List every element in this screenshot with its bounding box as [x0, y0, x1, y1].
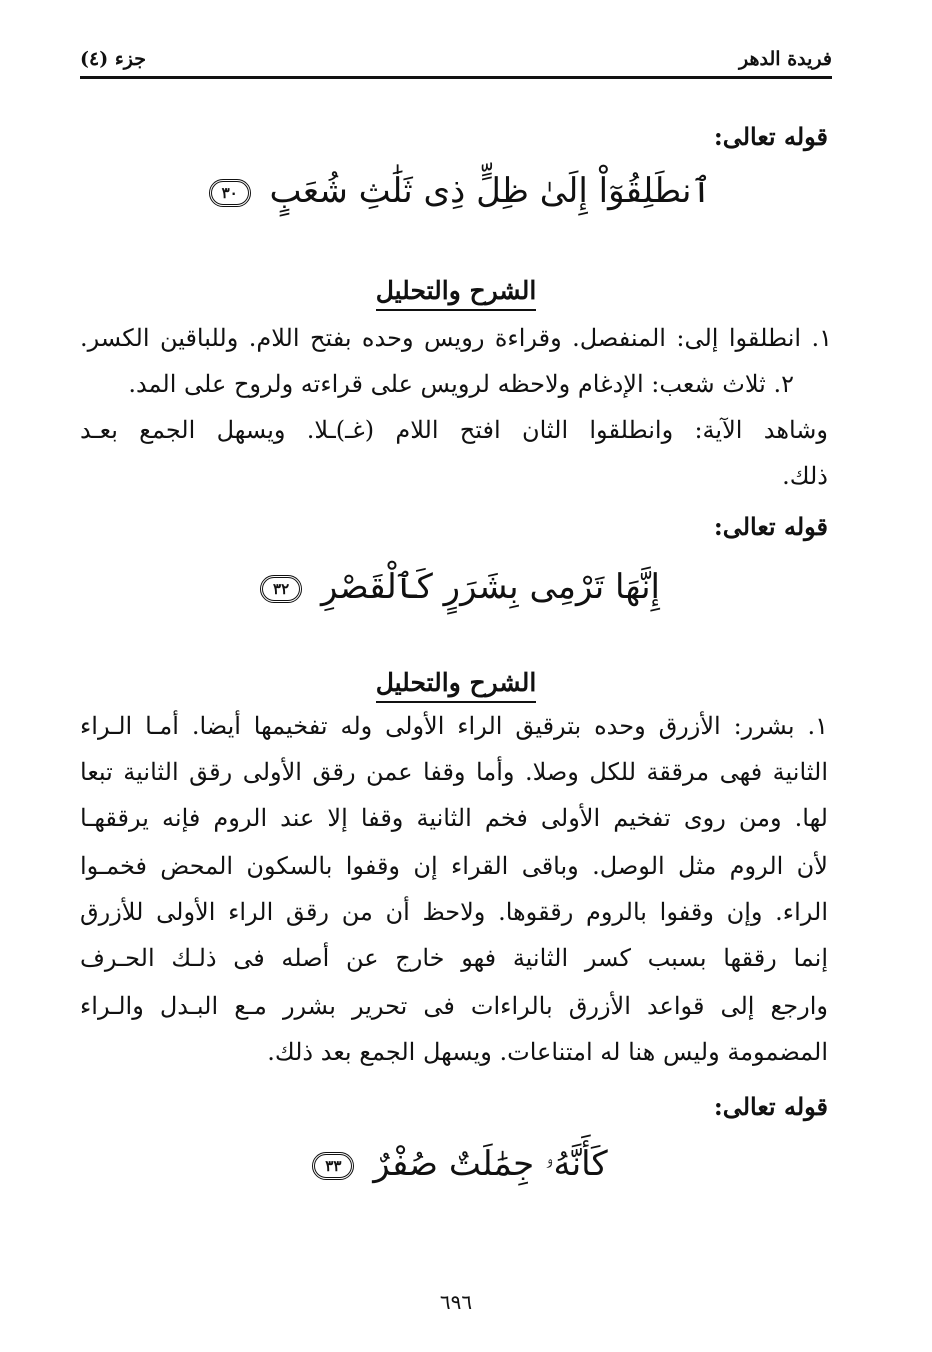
section-heading-text: الشرح والتحليل: [376, 276, 537, 311]
verse-label: قوله تعالى:: [713, 1092, 828, 1121]
verse-text: كَأَنَّهُۥ جِمَٰلَتٌ صُفْرٌ: [373, 1144, 608, 1184]
paragraph-line: وارجع إلى قواعد الأزرق بالراءات فى تحرير بشرر مـع البـدل والـراء: [80, 992, 828, 1020]
paragraph-line: وشاهد الآية: وانطلقوا الثان افتح اللام (غـ)ـلا. ويسهل الجمع بعـد: [80, 416, 828, 444]
paragraph-line: الثانية فهى مرققة للكل وصلا. وأما وقفا عمن رقق الأولى رقق الثانية تبعا: [80, 758, 828, 786]
verse-number: ٣٠: [209, 179, 251, 207]
section-heading-text: الشرح والتحليل: [376, 668, 537, 703]
paragraph-line: لها. ومن روى تفخيم الأولى فخم الثانية وقفا إلا عند الروم فإنه يرققهـا: [80, 804, 828, 832]
paragraph-line: ١. بشرر: الأزرق وحده بترقيق الراء الأولى وله تفخيمها أيضا. أمـا الـراء: [80, 712, 828, 740]
part-number: جزء (٤): [80, 48, 146, 70]
book-title: فريدة الدهر: [739, 48, 832, 70]
paragraph-line: ١. انطلقوا إلى: المنفصل. وقراءة رويس وحده بفتح اللام. وللباقين الكسر.: [80, 324, 832, 352]
page-number: ٦٩٦: [439, 1290, 473, 1314]
verse-label: قوله تعالى:: [713, 512, 828, 541]
paragraph-line: ذلك.: [782, 462, 828, 490]
verse-text: إِنَّهَا تَرْمِى بِشَرَرٍ كَٱلْقَصْرِ: [320, 567, 660, 607]
paragraph-line: إنما رققها بسبب كسر الثانية فهو خارج عن أصله فى ذلـك الحـرف: [80, 944, 828, 972]
quran-verse: [80, 170, 832, 211]
header-rule: [80, 76, 832, 79]
paragraph-line: لأن الروم مثل الوصل. وباقى القراء إن وقفوا بالسكون المحض فخمـوا: [80, 852, 828, 880]
section-heading: [80, 276, 832, 305]
verse-label: قوله تعالى:: [713, 122, 828, 151]
paragraph-line: المضمومة وليس هنا له امتناعات. ويسهل الجمع بعد ذلك.: [267, 1038, 828, 1066]
page-header: [80, 40, 832, 76]
quran-verse: [80, 1144, 832, 1184]
verse-number: ٣٣: [312, 1152, 354, 1180]
verse-number: ٣٢: [260, 575, 302, 603]
paragraph-line: الراء. وإن وقفوا بالروم رققوها. ولاحظ أن من رقق الراء الأولى للأزرق: [80, 898, 828, 926]
quran-verse: [80, 566, 832, 607]
section-heading: [80, 668, 832, 697]
verse-text: ٱنطَلِقُوٓاْ إِلَىٰ ظِلٍّ ذِى ثَلَٰثِ شُعَبٍ: [269, 171, 712, 211]
paragraph-line: ٢. ثلاث شعب: الإدغام ولاحظه لرويس على قراءته ولروح على المد.: [128, 370, 794, 398]
